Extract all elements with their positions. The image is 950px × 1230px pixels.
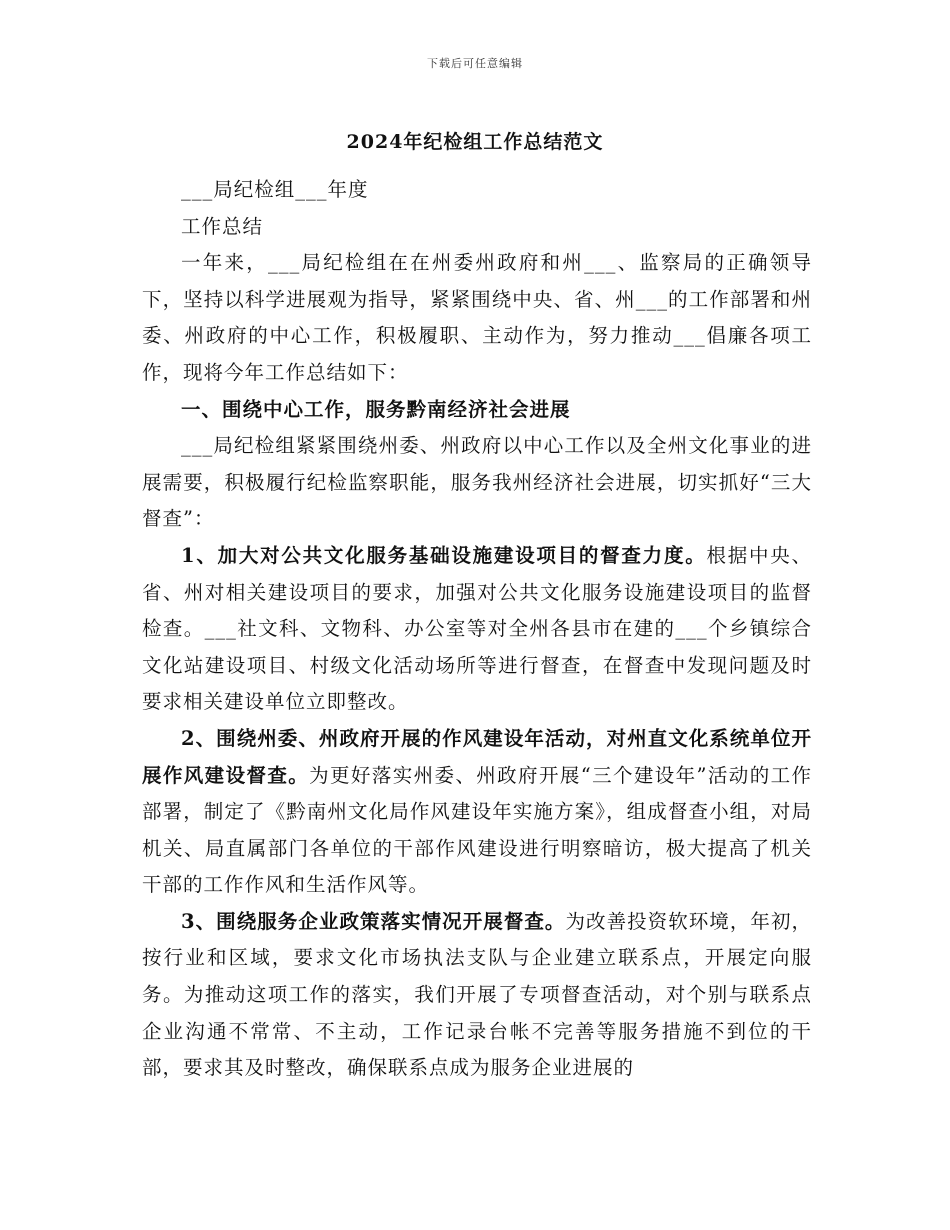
- item-3-text: 为改善投资软环境，年初，按行业和区域，要求文化市场执法支队与企业建立联系点，开展定向服务。为推动这项工作的落实，我们开展了专项督查活动，对个别与联系点企业沟通不常常、不主动，工作记录台帐不完善等服务措施不到位的干部，要求其及时整改，确保联系点成为服务企业进展的: [142, 909, 812, 1080]
- paragraph-bureau-line: ___局纪检组___年度: [181, 178, 369, 201]
- paragraph-item-1: [142, 538, 812, 721]
- paragraph-summary-label: 工作总结: [181, 214, 264, 238]
- item-1-text: 根据中央、省、州对相关建设项目的要求，加强对公共文化服务设施建设项目的监督检查。___社文科、文物科、办公室等对全州各县市在建的___个乡镇综合文化站建设项目、村级文化活动场所等进行督查，在督查中发现问题及时要求相关建设单位立即整改。: [142, 543, 812, 714]
- item-3-heading: 3、围绕服务企业政策落实情况开展督查。: [181, 909, 566, 933]
- item-2-heading: 2、围绕州委、州政府开展的作风建设年活动，对州直文化系统单位开展作风建设督查。: [142, 726, 812, 787]
- document-title: 2024年纪检组工作总结范文: [346, 131, 604, 153]
- paragraph-intro: 一年来，___局纪检组在在州委州政府和州___、监察局的正确领导下，坚持以科学进展观为指导，紧紧围绕中央、省、州___的工作部署和州委、州政府的中心工作，积极履职、主动作为，努力推动___倡廉各项工作，现将今年工作总结如下：: [142, 251, 812, 384]
- paragraph-item-2: [142, 721, 812, 904]
- section-heading-1: 一、围绕中心工作，服务黔南经济社会进展: [181, 397, 571, 421]
- item-2-text: 为更好落实州委、州政府开展“三个建设年”活动的工作部署，制定了《黔南州文化局作风建设年实施方案》，组成督查小组，对局机关、局直属部门各单位的干部作风建设进行明察暗访，极大提高了机关干部的工作作风和生活作风等。: [142, 763, 812, 897]
- document-body: [142, 172, 812, 1087]
- item-1-heading: 1、加大对公共文化服务基础设施建设项目的督查力度。: [181, 543, 707, 567]
- paragraph-section-intro: ___局纪检组紧紧围绕州委、州政府以中心工作以及全州文化事业的进展需要，积极履行纪检监察职能，服务我州经济社会进展，切实抓好“三大督查”：: [142, 434, 812, 531]
- paragraph-item-3: [142, 904, 812, 1087]
- page-header-note: 下载后可任意编辑: [427, 57, 523, 70]
